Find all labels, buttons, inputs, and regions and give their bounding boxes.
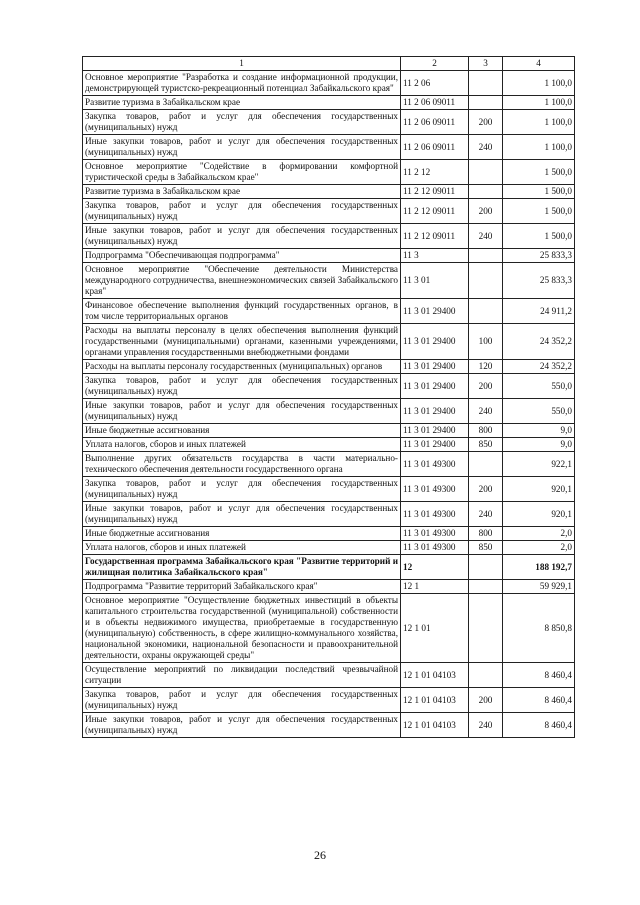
row-expense-type: 850 bbox=[469, 438, 503, 452]
row-expense-type: 240 bbox=[469, 135, 503, 160]
row-name: Расходы на выплаты персоналу в целях обеспечения выполнения функций государственными (муниципальными) органами, казенными учреждениями, органами управления государственными внебюджетными фондами bbox=[83, 324, 401, 360]
table-row bbox=[83, 199, 575, 224]
table-row bbox=[83, 224, 575, 249]
row-name: Иные закупки товаров, работ и услуг для обеспечения государственных (муниципальных) нужд bbox=[83, 135, 401, 160]
table-row bbox=[83, 541, 575, 555]
row-name: Иные бюджетные ассигнования bbox=[83, 424, 401, 438]
table-body bbox=[83, 71, 575, 738]
header-col-3: 3 bbox=[469, 57, 503, 71]
row-name: Закупка товаров, работ и услуг для обеспечения государственных (муниципальных) нужд bbox=[83, 199, 401, 224]
table-header bbox=[83, 57, 575, 71]
row-expense-type bbox=[469, 452, 503, 477]
row-expense-type: 800 bbox=[469, 527, 503, 541]
table-row bbox=[83, 160, 575, 185]
row-expense-type bbox=[469, 185, 503, 199]
row-amount: 550,0 bbox=[503, 399, 575, 424]
row-name: Закупка товаров, работ и услуг для обеспечения государственных (муниципальных) нужд bbox=[83, 688, 401, 713]
row-expense-type: 240 bbox=[469, 502, 503, 527]
row-expense-type: 200 bbox=[469, 688, 503, 713]
header-col-4: 4 bbox=[503, 57, 575, 71]
row-expense-type bbox=[469, 160, 503, 185]
table-row bbox=[83, 688, 575, 713]
row-code: 11 3 01 49300 bbox=[401, 452, 469, 477]
row-code: 12 bbox=[401, 555, 469, 580]
row-amount: 188 192,7 bbox=[503, 555, 575, 580]
row-amount: 24 352,2 bbox=[503, 324, 575, 360]
row-amount: 9,0 bbox=[503, 424, 575, 438]
row-amount: 1 100,0 bbox=[503, 135, 575, 160]
row-name: Развитие туризма в Забайкальском крае bbox=[83, 96, 401, 110]
row-amount: 1 500,0 bbox=[503, 224, 575, 249]
row-code: 11 2 12 09011 bbox=[401, 224, 469, 249]
row-code: 12 1 01 bbox=[401, 594, 469, 663]
row-expense-type bbox=[469, 299, 503, 324]
row-code: 11 2 06 09011 bbox=[401, 110, 469, 135]
row-amount: 1 500,0 bbox=[503, 185, 575, 199]
row-expense-type bbox=[469, 71, 503, 96]
row-code: 11 3 01 49300 bbox=[401, 541, 469, 555]
row-amount: 2,0 bbox=[503, 541, 575, 555]
header-row bbox=[83, 57, 575, 71]
table-row bbox=[83, 110, 575, 135]
row-name: Основное мероприятие "Осуществление бюджетных инвестиций в объекты капитального строительства государственной (муниципальной) собственности и в объекты недвижимого имущества, приобретаемые в государственную (муниципальную) собственность, в сфере жилищно-коммунального хозяйства, национальной экономики, национальной безопасности и правоохранительной деятельности, охраны окружающей среды" bbox=[83, 594, 401, 663]
row-name: Основное мероприятие "Обеспечение деятельности Министерства международного сотрудничества, внешнеэкономических связей Забайкальского края" bbox=[83, 263, 401, 299]
row-expense-type: 240 bbox=[469, 224, 503, 249]
row-amount: 1 100,0 bbox=[503, 71, 575, 96]
table-row bbox=[83, 594, 575, 663]
row-name: Закупка товаров, работ и услуг для обеспечения государственных (муниципальных) нужд bbox=[83, 477, 401, 502]
header-col-1: 1 bbox=[83, 57, 401, 71]
row-name: Финансовое обеспечение выполнения функций государственных органов, в том числе территориальных органов bbox=[83, 299, 401, 324]
row-expense-type bbox=[469, 580, 503, 594]
row-amount: 25 833,3 bbox=[503, 249, 575, 263]
row-expense-type bbox=[469, 555, 503, 580]
row-expense-type bbox=[469, 249, 503, 263]
row-amount: 922,1 bbox=[503, 452, 575, 477]
row-expense-type bbox=[469, 96, 503, 110]
row-name: Выполнение других обязательств государства в части материально-технического обеспечения деятельности государственного органа bbox=[83, 452, 401, 477]
row-code: 12 1 bbox=[401, 580, 469, 594]
row-expense-type: 200 bbox=[469, 374, 503, 399]
header-col-2: 2 bbox=[401, 57, 469, 71]
row-code: 12 1 01 04103 bbox=[401, 688, 469, 713]
table-row bbox=[83, 663, 575, 688]
row-expense-type: 850 bbox=[469, 541, 503, 555]
row-expense-type: 200 bbox=[469, 199, 503, 224]
row-code: 11 2 06 09011 bbox=[401, 135, 469, 160]
row-expense-type bbox=[469, 594, 503, 663]
table-row bbox=[83, 399, 575, 424]
row-amount: 25 833,3 bbox=[503, 263, 575, 299]
row-amount: 920,1 bbox=[503, 502, 575, 527]
row-name: Иные закупки товаров, работ и услуг для обеспечения государственных (муниципальных) нужд bbox=[83, 399, 401, 424]
row-amount: 59 929,1 bbox=[503, 580, 575, 594]
row-code: 11 3 01 29400 bbox=[401, 399, 469, 424]
table-row bbox=[83, 360, 575, 374]
table-row bbox=[83, 324, 575, 360]
table-row bbox=[83, 580, 575, 594]
row-expense-type bbox=[469, 263, 503, 299]
row-expense-type bbox=[469, 663, 503, 688]
row-amount: 8 460,4 bbox=[503, 663, 575, 688]
row-name: Подпрограмма "Обеспечивающая подпрограмма" bbox=[83, 249, 401, 263]
row-amount: 9,0 bbox=[503, 438, 575, 452]
row-amount: 550,0 bbox=[503, 374, 575, 399]
row-code: 12 1 01 04103 bbox=[401, 713, 469, 738]
row-amount: 24 911,2 bbox=[503, 299, 575, 324]
row-name: Государственная программа Забайкальского края "Развитие территорий и жилищная политика Забайкальского края" bbox=[83, 555, 401, 580]
row-amount: 1 100,0 bbox=[503, 96, 575, 110]
row-name: Иные закупки товаров, работ и услуг для обеспечения государственных (муниципальных) нужд bbox=[83, 224, 401, 249]
table-row bbox=[83, 96, 575, 110]
table-row bbox=[83, 555, 575, 580]
row-code: 11 3 01 29400 bbox=[401, 324, 469, 360]
row-expense-type: 240 bbox=[469, 399, 503, 424]
row-expense-type: 800 bbox=[469, 424, 503, 438]
row-name: Основное мероприятие "Разработка и создание информационной продукции, демонстрирующей туристско-рекреационный потенциал Забайкальского края" bbox=[83, 71, 401, 96]
row-code: 11 3 01 29400 bbox=[401, 299, 469, 324]
table-row bbox=[83, 502, 575, 527]
row-name: Закупка товаров, работ и услуг для обеспечения государственных (муниципальных) нужд bbox=[83, 374, 401, 399]
table-row bbox=[83, 438, 575, 452]
row-amount: 24 352,2 bbox=[503, 360, 575, 374]
table-row bbox=[83, 263, 575, 299]
table-row bbox=[83, 71, 575, 96]
row-code: 11 2 12 09011 bbox=[401, 199, 469, 224]
row-amount: 920,1 bbox=[503, 477, 575, 502]
row-amount: 1 500,0 bbox=[503, 160, 575, 185]
row-name: Основное мероприятие "Содействие в формировании комфортной туристической среды в Забайкальском крае" bbox=[83, 160, 401, 185]
row-name: Иные закупки товаров, работ и услуг для обеспечения государственных (муниципальных) нужд bbox=[83, 713, 401, 738]
row-code: 11 2 06 09011 bbox=[401, 96, 469, 110]
page-number: 26 bbox=[314, 848, 326, 862]
row-amount: 2,0 bbox=[503, 527, 575, 541]
row-expense-type: 200 bbox=[469, 477, 503, 502]
table-row bbox=[83, 477, 575, 502]
table-row bbox=[83, 424, 575, 438]
row-amount: 1 100,0 bbox=[503, 110, 575, 135]
row-code: 12 1 01 04103 bbox=[401, 663, 469, 688]
budget-table bbox=[82, 56, 575, 738]
row-code: 11 3 01 49300 bbox=[401, 477, 469, 502]
row-code: 11 3 01 49300 bbox=[401, 527, 469, 541]
row-code: 11 3 01 bbox=[401, 263, 469, 299]
table-row bbox=[83, 527, 575, 541]
table-row bbox=[83, 135, 575, 160]
table-row bbox=[83, 374, 575, 399]
row-name: Развитие туризма в Забайкальском крае bbox=[83, 185, 401, 199]
row-amount: 8 460,4 bbox=[503, 688, 575, 713]
row-expense-type: 120 bbox=[469, 360, 503, 374]
row-name: Иные закупки товаров, работ и услуг для обеспечения государственных (муниципальных) нужд bbox=[83, 502, 401, 527]
row-expense-type: 200 bbox=[469, 110, 503, 135]
table-row bbox=[83, 299, 575, 324]
row-amount: 8 460,4 bbox=[503, 713, 575, 738]
row-code: 11 2 06 bbox=[401, 71, 469, 96]
row-code: 11 3 01 29400 bbox=[401, 438, 469, 452]
row-name: Расходы на выплаты персоналу государственных (муниципальных) органов bbox=[83, 360, 401, 374]
row-code: 11 3 01 49300 bbox=[401, 502, 469, 527]
row-name: Закупка товаров, работ и услуг для обеспечения государственных (муниципальных) нужд bbox=[83, 110, 401, 135]
table-row bbox=[83, 185, 575, 199]
row-name: Уплата налогов, сборов и иных платежей bbox=[83, 438, 401, 452]
row-code: 11 3 01 29400 bbox=[401, 374, 469, 399]
row-name: Уплата налогов, сборов и иных платежей bbox=[83, 541, 401, 555]
table-row bbox=[83, 249, 575, 263]
row-expense-type: 240 bbox=[469, 713, 503, 738]
row-code: 11 2 12 bbox=[401, 160, 469, 185]
row-name: Подпрограмма "Развитие территорий Забайкальского края" bbox=[83, 580, 401, 594]
row-code: 11 2 12 09011 bbox=[401, 185, 469, 199]
row-code: 11 3 01 29400 bbox=[401, 424, 469, 438]
row-amount: 1 500,0 bbox=[503, 199, 575, 224]
table-row bbox=[83, 452, 575, 477]
row-amount: 8 850,8 bbox=[503, 594, 575, 663]
row-name: Иные бюджетные ассигнования bbox=[83, 527, 401, 541]
table-row bbox=[83, 713, 575, 738]
row-code: 11 3 01 29400 bbox=[401, 360, 469, 374]
row-code: 11 3 bbox=[401, 249, 469, 263]
row-name: Осуществление мероприятий по ликвидации последствий чрезвычайной ситуации bbox=[83, 663, 401, 688]
row-expense-type: 100 bbox=[469, 324, 503, 360]
